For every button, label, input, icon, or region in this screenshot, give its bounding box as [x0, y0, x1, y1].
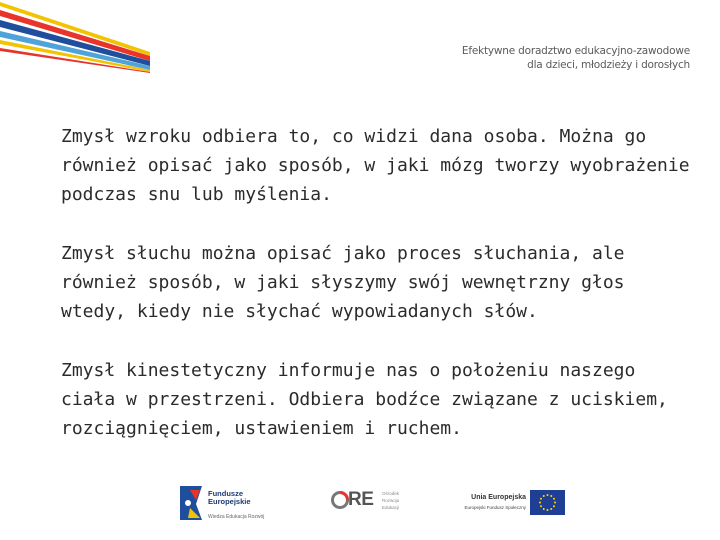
- eu-flag-star: [550, 495, 552, 497]
- paragraph-sight: Zmysł wzroku odbiera to, co widzi dana osoba. Można go również opisać jako sposób, w jaki mózg tworzy wyobrażenie podczas snu lub myślenia.: [61, 126, 690, 205]
- header-tagline-line1: Efektywne doradztwo edukacyjno-zawodowe: [461, 45, 690, 57]
- eu-flag-star: [554, 502, 556, 504]
- fundusze-europejskie-logo: [176, 484, 276, 524]
- eu-flag-star: [550, 508, 552, 510]
- unia-europejska-logo: [444, 490, 569, 520]
- eu-flag-star: [539, 502, 541, 504]
- eu-flag-star: [543, 508, 545, 510]
- eu-flag-star: [553, 505, 555, 507]
- eu-flag-star: [543, 495, 545, 497]
- fundusze-europejskie-title: Fundusze Europejskie: [208, 489, 251, 506]
- eu-flag-background: [530, 490, 565, 515]
- paragraph-hearing: Zmysł słuchu można opisać jako proces słuchania, ale również sposób, w jaki słyszymy swój wewnętrzny głos wtedy, kiedy nie słychać wypowiadanych słów.: [61, 243, 625, 322]
- ore-subtitle: Ośrodek Rozwoju Edukacji: [382, 491, 400, 510]
- eu-flag-star: [553, 498, 555, 500]
- fundusze-europejskie-icon: [176, 484, 208, 522]
- unia-europejska-title: Unia Europejska: [471, 494, 526, 501]
- ore-text: RE: [348, 489, 374, 510]
- eu-flag-star: [540, 498, 542, 500]
- unia-europejska-subtitle: Europejski Fundusz Społeczny: [464, 505, 526, 510]
- footer-logos: [0, 478, 720, 528]
- paragraph-kinesthetic: Zmysł kinestetyczny informuje nas o położeniu naszego ciała w przestrzeni. Odbiera bodźce związane z uciskiem, rozciągnięciem, ustawieniem i ruchem.: [61, 360, 668, 439]
- ore-ring-icon: [330, 490, 350, 510]
- fundusze-europejskie-subtitle: Wiedza Edukacja Rozwój: [208, 514, 265, 520]
- main-content: [61, 122, 691, 443]
- header-tagline-line2: dla dzieci, młodzieży i dorosłych: [527, 59, 690, 71]
- eu-flag-star: [540, 505, 542, 507]
- eu-flag-star: [547, 509, 549, 511]
- header-decorative-stripes: [0, 0, 150, 90]
- header-tagline: [462, 44, 690, 72]
- ore-logo: [330, 486, 410, 524]
- eu-flag-star: [547, 494, 549, 496]
- eu-flag-icon: [530, 490, 565, 515]
